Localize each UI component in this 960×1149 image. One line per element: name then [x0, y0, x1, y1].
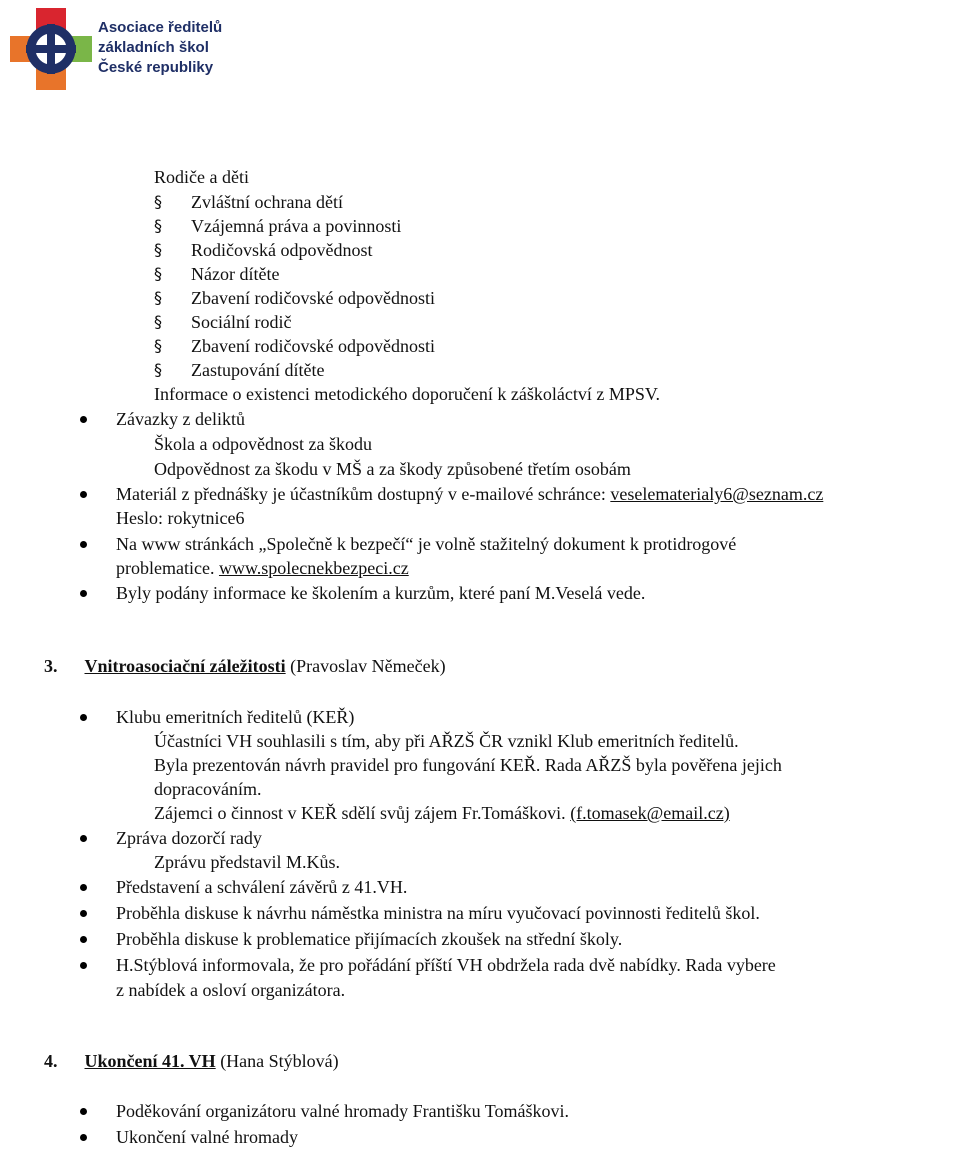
square-bullet-icon: §: [154, 216, 162, 235]
section-4-heading: [44, 1050, 339, 1072]
round-bullet-icon: [80, 910, 87, 917]
discussion-item-2: Proběhla diskuse k problematice přijímacích zkoušek na střední školy.: [116, 929, 623, 949]
round-bullet-icon: [80, 1108, 87, 1115]
club-item: Klubu emeritních ředitelů (KEŘ): [116, 707, 355, 727]
conclusions-item: Představení a schválení závěrů z 41.VH.: [116, 877, 408, 897]
club-line-4: [154, 802, 730, 824]
logo-cross-icon: [8, 6, 94, 92]
courses-item: Byly podány informace ke školením a kurzům, které paní M.Veselá vede.: [116, 583, 646, 603]
club-email-link[interactable]: (f.tomasek@email.cz): [570, 803, 730, 823]
square-bullet-icon: §: [154, 240, 162, 259]
list-item: Zbavení rodičovské odpovědnosti: [191, 336, 435, 356]
round-bullet-icon: [80, 962, 87, 969]
list-item: Rodičovská odpovědnost: [191, 240, 373, 260]
round-bullet-icon: [80, 714, 87, 721]
logo-line-3: České republiky: [98, 59, 214, 76]
mpsv-info: Informace o existenci metodického doporučení k záškoláctví z MPSV.: [154, 384, 661, 404]
website-text: problematice.: [116, 558, 215, 578]
supervisory-item: Zpráva dozorčí rady: [116, 828, 262, 848]
round-bullet-icon: [80, 884, 87, 891]
club-line-2: Byla prezentován návrh pravidel pro fungování KEŘ. Rada AŘZŠ byla pověřena jejich: [154, 755, 782, 775]
offers-line-2: z nabídek a osloví organizátora.: [116, 980, 346, 1000]
closing-item: Ukončení valné hromady: [116, 1127, 298, 1147]
club-line-1: Účastníci VH souhlasili s tím, aby při AŘZŠ ČR vznikl Klub emeritních ředitelů.: [154, 731, 739, 751]
website-link[interactable]: www.spolecnekbezpeci.cz: [218, 558, 409, 578]
logo: [8, 6, 228, 92]
square-bullet-icon: §: [154, 192, 162, 211]
square-bullet-icon: §: [154, 288, 162, 307]
list-item: Vzájemná práva a povinnosti: [191, 216, 402, 236]
list-item: Zastupování dítěte: [191, 360, 325, 380]
list-item: Zbavení rodičovské odpovědnosti: [191, 288, 435, 308]
square-bullet-icon: §: [154, 336, 162, 355]
round-bullet-icon: [80, 936, 87, 943]
round-bullet-icon: [80, 491, 87, 498]
supervisory-line: Zprávu představil M.Kůs.: [154, 852, 340, 872]
kindergarten-liability: Odpovědnost za škodu v MŠ a za škody způsobené třetím osobám: [154, 459, 631, 479]
list-item: Sociální rodič: [191, 312, 292, 332]
club-line-3: dopracováním.: [154, 779, 262, 799]
website-line-2: [116, 557, 409, 579]
round-bullet-icon: [80, 541, 87, 548]
list-item: Zvláštní ochrana dětí: [191, 192, 343, 212]
round-bullet-icon: [80, 835, 87, 842]
section-number: 4.: [44, 1051, 58, 1071]
section-title: Ukončení 41. VH: [84, 1051, 216, 1071]
logo-line-2: základních škol: [98, 39, 209, 56]
parents-title: Rodiče a děti: [154, 167, 249, 187]
offers-line-1: H.Stýblová informovala, že pro pořádání příští VH obdržela rada dvě nabídky. Rada vybere: [116, 955, 776, 975]
discussion-item-1: Proběhla diskuse k návrhu náměstka ministra na míru vyučovací povinnosti ředitelů škol.: [116, 903, 760, 923]
section-title: Vnitroasociační záležitosti: [84, 656, 286, 676]
club-interest-text: Zájemci o činnost v KEŘ sdělí svůj zájem Fr.Tomáškovi.: [154, 803, 566, 823]
torts-item: Závazky z deliktů: [116, 409, 245, 429]
thanks-item: Poděkování organizátoru valné hromady Františku Tomáškovi.: [116, 1101, 569, 1121]
list-item: Názor dítěte: [191, 264, 280, 284]
round-bullet-icon: [80, 1134, 87, 1141]
section-3-heading: [44, 655, 446, 677]
square-bullet-icon: §: [154, 264, 162, 283]
material-text: Materiál z přednášky je účastníkům dostupný v e-mailové schránce:: [116, 484, 606, 504]
section-number: 3.: [44, 656, 58, 676]
material-item: [116, 483, 823, 505]
round-bullet-icon: [80, 416, 87, 423]
email-link[interactable]: veselematerialy6@seznam.cz: [610, 484, 824, 504]
logo-line-1: Asociace ředitelů: [98, 19, 223, 36]
square-bullet-icon: §: [154, 360, 162, 379]
logo-text: [98, 18, 222, 78]
password-text: Heslo: rokytnice6: [116, 508, 245, 528]
square-bullet-icon: §: [154, 312, 162, 331]
round-bullet-icon: [80, 590, 87, 597]
school-liability: Škola a odpovědnost za škodu: [154, 434, 372, 454]
section-person: (Hana Stýblová): [220, 1051, 339, 1071]
section-person: (Pravoslav Němeček): [290, 656, 446, 676]
website-line-1: Na www stránkách „Společně k bezpečí“ je volně stažitelný dokument k protidrogové: [116, 534, 737, 554]
